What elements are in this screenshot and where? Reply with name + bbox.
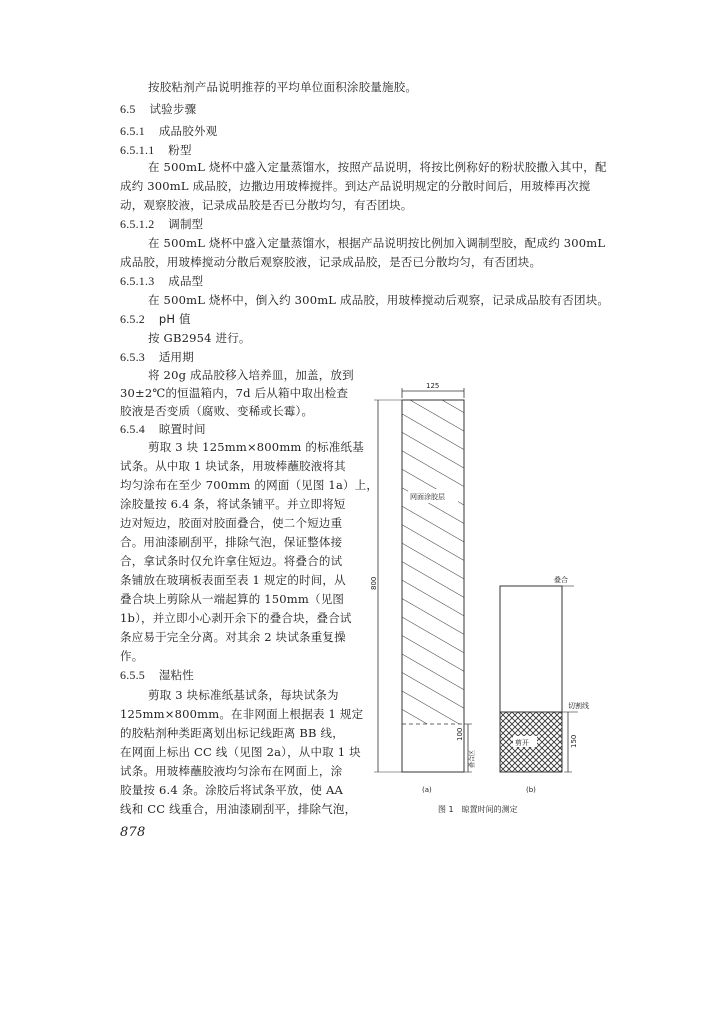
overlap-label: 叠合 (554, 576, 568, 584)
paragraph-line: 边对短边，胶面对胶面叠合，使二个短边重 (120, 516, 343, 530)
paragraph-line: 在 500mL 烧杯中盛入定量蒸馏水，按照产品说明，将按比例称好的粉状胶撒入其中，配 (148, 160, 607, 174)
intro-line: 按胶粘剂产品说明推荐的平均单位面积涂胶量施胶。 (148, 80, 418, 94)
cut-line-label: 切割线 (568, 702, 589, 710)
section-number: 6.5.1.1 (120, 143, 155, 157)
paragraph-line: 将 20g 成品胶移入培养皿，加盖，放到 (148, 368, 354, 382)
bottom-section-label: 叠合区 (469, 749, 476, 768)
section-number: 6.5.1 (120, 124, 145, 138)
section-number: 6.5.4 (120, 422, 145, 436)
paragraph-line: 在网面上标出 CC 线（见图 2a），从中取 1 块 (120, 745, 361, 759)
paragraph-line: 作。 (120, 649, 144, 663)
paragraph-line: 30±2℃的恒温箱内，7d 后从箱中取出检查 (120, 386, 349, 400)
paragraph-line: 按 GB2954 进行。 (148, 331, 251, 345)
paragraph-line: 合，拿试条时仅允许拿住短边。将叠合的试 (120, 554, 343, 568)
paragraph-line: 的胶粘剂种类距离划出标记线距离 BB 线， (120, 726, 344, 740)
paragraph-line: 叠合块上剪除从一端起算的 150mm（见图 (120, 592, 345, 606)
section-title: 适用期 (158, 350, 194, 364)
paragraph-line: 在 500mL 烧杯中盛入定量蒸馏水，根据产品说明按比例加入调制型胶，配成约 300mL (148, 236, 606, 250)
section-title: 成品胶外观 (158, 124, 218, 138)
section-6-5-1-1-heading (120, 143, 192, 157)
page-number: 878 (120, 825, 146, 840)
paragraph-line: 动，观察胶液，记录成品胶是否已分散均匀，有否团块。 (120, 198, 413, 212)
section-number: 6.5.5 (120, 668, 145, 682)
section-number: 6.5.2 (120, 312, 145, 326)
cut-section-label: 剪开 (515, 739, 529, 747)
section-title: 成品型 (168, 274, 204, 288)
paragraph-line: 条应易于完全分离。对其余 2 块试条重复操 (120, 630, 346, 644)
figure-caption: 图 1 晾置时间的测定 (438, 805, 518, 814)
paragraph-line: 均匀涂布在至少 700mm 的网面（见图 1a）上， (120, 478, 379, 492)
section-title: 调制型 (168, 217, 204, 231)
paragraph-line: 在 500mL 烧杯中，倒入约 300mL 成品胶，用玻棒搅动后观察，记录成品胶有否团块。 (148, 293, 610, 307)
section-6-5-2-heading (120, 312, 191, 326)
section-number: 6.5 (120, 102, 136, 116)
height-label: 800 (370, 576, 378, 590)
figure-1-open-time (368, 376, 638, 816)
section-6-5-4-heading (120, 422, 206, 436)
cut-dim-label: 150 (570, 734, 578, 748)
subfigure-b-label: (b) (526, 786, 536, 794)
bottom-dim-label: 100 (456, 727, 464, 741)
section-title: 试验步骤 (149, 102, 197, 116)
section-6-5-5-heading (120, 668, 194, 682)
section-6-5-heading (120, 102, 196, 116)
paragraph-line: 涂胶量按 6.4 条，将试条铺平。并立即将短 (120, 497, 346, 511)
section-title: 晾置时间 (158, 422, 206, 436)
paragraph-line: 试条。从中取 1 块试条，用玻棒蘸胶液将其 (120, 459, 346, 473)
paragraph-line: 1b），并立即小心剥开余下的叠合块，叠合试 (120, 611, 352, 625)
height-dimension (370, 400, 402, 772)
paragraph-line: 合。用油漆刷刮平，排除气泡，保证整体接 (120, 535, 343, 549)
section-number: 6.5.3 (120, 350, 145, 364)
section-6-5-1-3-heading (120, 274, 203, 288)
section-6-5-1-2-heading (120, 217, 203, 231)
section-title: 粉型 (168, 143, 192, 157)
width-dimension (402, 382, 464, 398)
section-6-5-1-heading (120, 124, 217, 138)
paragraph-line: 线和 CC 线重合，用油漆刷刮平，排除气泡， (120, 802, 357, 816)
coated-area-hatch (402, 400, 464, 724)
section-number: 6.5.1.2 (120, 217, 155, 231)
section-6-5-3-heading (120, 350, 194, 364)
width-label: 125 (426, 382, 440, 390)
coated-label: 网面涂胶层 (410, 493, 445, 501)
paragraph-line: 成约 300mL 成品胶，边撒边用玻棒搅拌。到达产品说明规定的分散时间后，用玻棒再次搅 (120, 179, 591, 193)
section-number: 6.5.1.3 (120, 274, 155, 288)
paragraph-line: 成品胶，用玻棒搅动分散后观察胶液，记录成品胶，是否已分散均匀，有否团块。 (120, 255, 542, 269)
section-title: pH 值 (158, 312, 191, 326)
strip-a (402, 400, 464, 772)
paragraph-line: 试条。用玻棒蘸胶液均匀涂布在网面上，涂 (120, 764, 343, 778)
paragraph-line: 剪取 3 块 125mm×800mm 的标准纸基 (148, 440, 364, 454)
subfigure-a-label: (a) (422, 786, 432, 794)
paragraph-line: 条铺放在玻璃板表面至表 1 规定的时间，从 (120, 573, 346, 587)
section-title: 湿粘性 (158, 668, 194, 682)
paragraph-line: 125mm×800mm。在非网面上根据表 1 规定 (120, 707, 364, 721)
paragraph-line: 胶液是否变质（腐败、变稀或长霉）。 (120, 404, 314, 418)
paragraph-line: 剪取 3 块标准纸基试条，每块试条为 (148, 688, 339, 702)
paragraph-line: 胶量按 6.4 条。涂胶后将试条平放，使 AA (120, 783, 343, 797)
strip-b (500, 575, 589, 772)
